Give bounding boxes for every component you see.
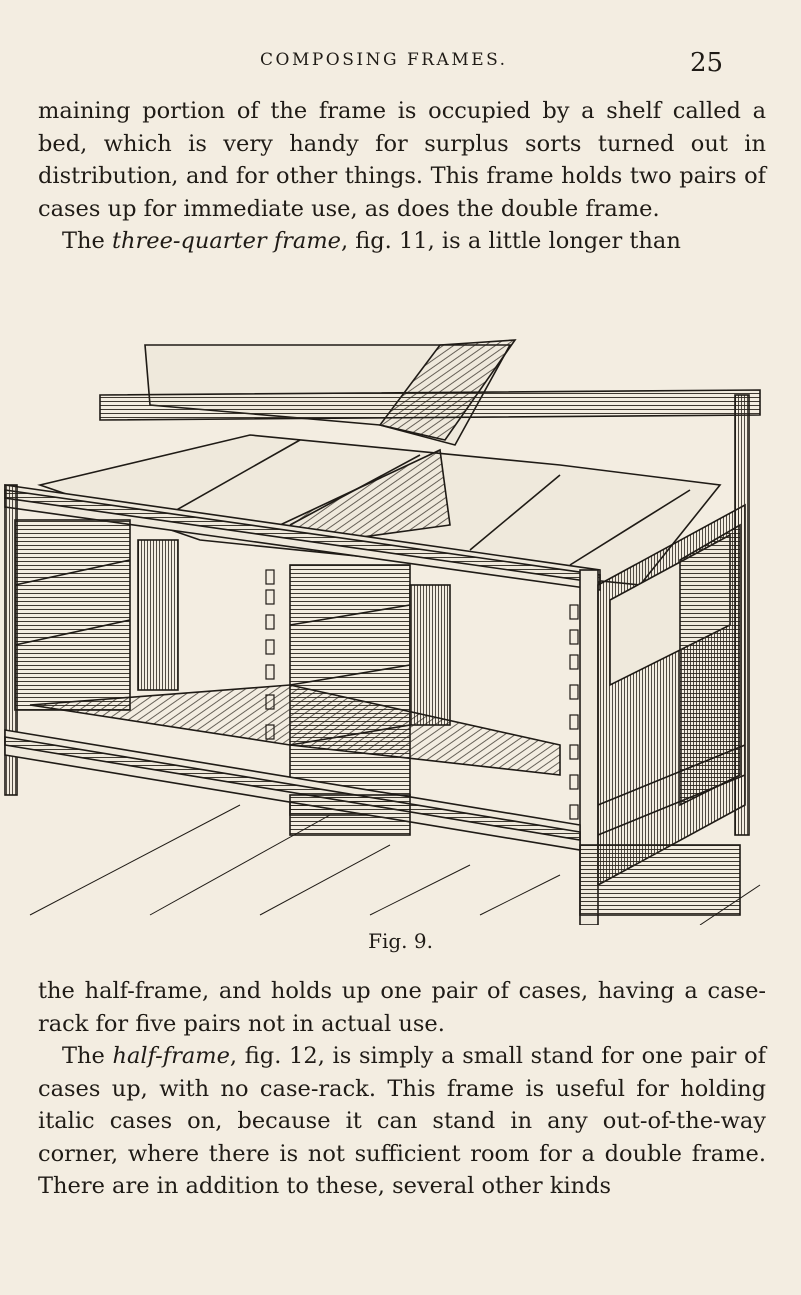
figure-composing-frame	[0, 325, 801, 953]
page-header	[0, 48, 801, 82]
paragraph-lead: The	[62, 1043, 113, 1069]
paragraph: maining portion of the frame is occupied by a shelf called a bed, which is very handy for surplus sorts turned out in distribution, and for other things. This frame holds two pairs of cases up for immediate use, as does the double frame.	[38, 98, 766, 222]
paragraph-rest: , fig. 12, is simply a small stand for one pair of cases up, with no case-rack. This frame is useful for holding italic cases on, because it can stand in any out-of-the-way corner, where there is not sufficient room for a double frame. There are in addition to these, several other kinds	[38, 1043, 766, 1199]
paragraph	[38, 225, 766, 258]
italic-term: half-frame	[112, 1043, 230, 1069]
page-number: 25	[690, 48, 724, 78]
paragraph-lead: The	[62, 228, 112, 254]
italic-term: three-quarter frame	[111, 228, 341, 254]
paragraph-rest: , fig. 11, is a little longer than	[340, 228, 681, 254]
paragraph: the half-frame, and holds up one pair of cases, having a case-rack for five pairs not in actual use.	[38, 978, 766, 1037]
running-title: COMPOSING FRAMES.	[260, 50, 508, 70]
paragraph	[38, 1040, 766, 1203]
frame-engraving	[0, 325, 801, 925]
bottom-text	[38, 975, 766, 1203]
top-text	[38, 95, 766, 258]
figure-caption: Fig. 9.	[368, 929, 433, 953]
